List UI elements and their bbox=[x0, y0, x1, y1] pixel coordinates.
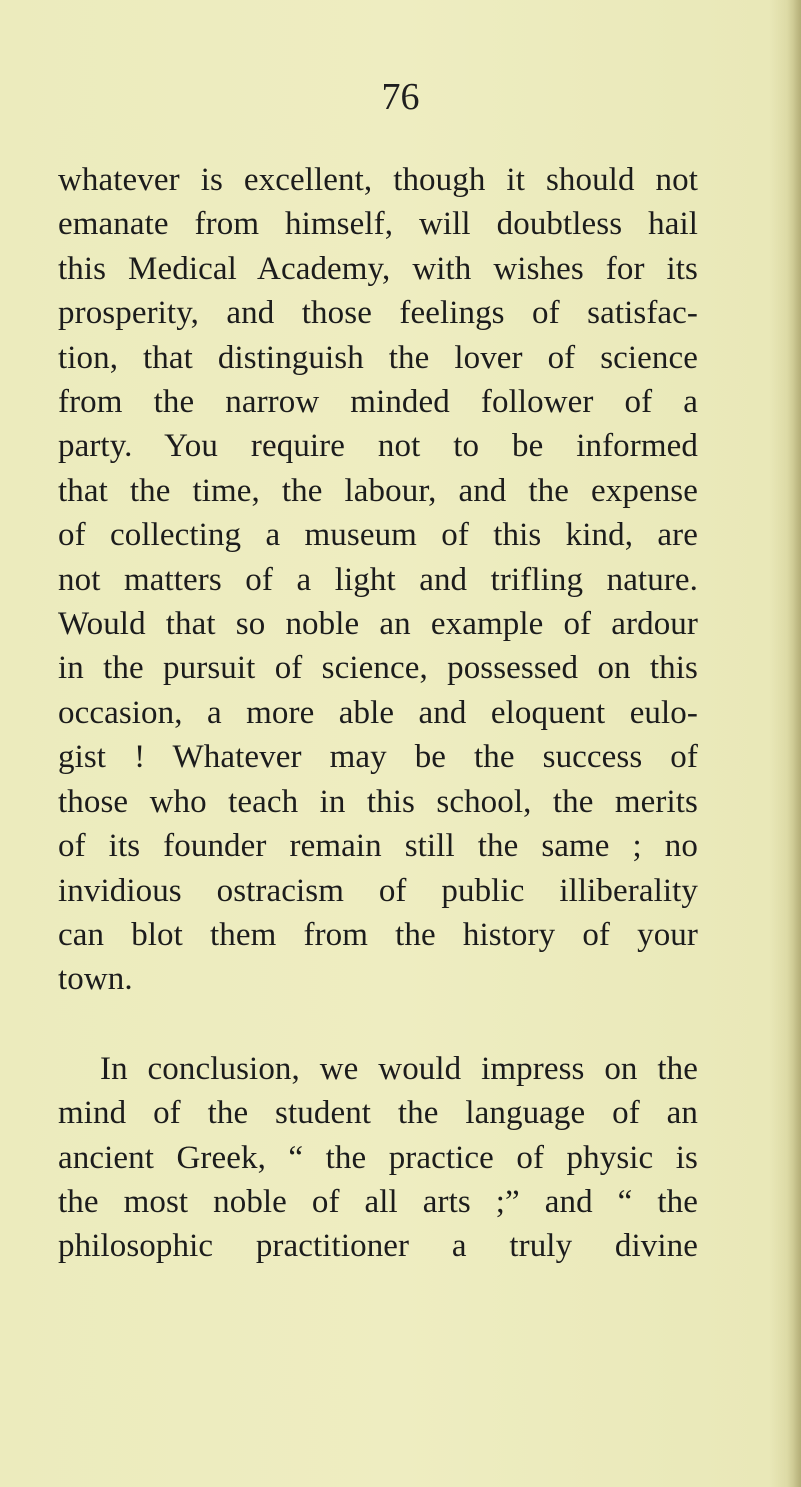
text-line: In conclusion, we would impress on the bbox=[100, 1050, 698, 1087]
text-line: invidious ostracism of public illiberality bbox=[58, 872, 698, 909]
text-line: tion, that distinguish the lover of science bbox=[58, 339, 698, 376]
body-text bbox=[58, 158, 698, 1269]
text-line: philosophic practitioner a truly divine bbox=[58, 1228, 698, 1265]
text-line: in the pursuit of science, possessed on this bbox=[58, 650, 698, 687]
text-line: Would that so noble an example of ardour bbox=[58, 606, 698, 643]
text-line: mind of the student the language of an bbox=[58, 1095, 698, 1132]
text-line: those who teach in this school, the merits bbox=[58, 783, 698, 820]
text-line: of its founder remain still the same ; no bbox=[58, 828, 698, 865]
text-line: occasion, a more able and eloquent eulo- bbox=[58, 694, 698, 731]
text-line: prosperity, and those feelings of satisfac- bbox=[58, 295, 698, 332]
text-line: party. You require not to be informed bbox=[58, 428, 698, 465]
text-line: town. bbox=[58, 961, 133, 998]
page-number: 76 bbox=[381, 76, 420, 118]
page-edge-shadow bbox=[787, 0, 801, 1487]
text-line: this Medical Academy, with wishes for its bbox=[58, 250, 698, 287]
text-line: gist ! Whatever may be the success of bbox=[58, 739, 698, 776]
paragraph-gap bbox=[58, 1002, 698, 1047]
text-line: not matters of a light and trifling nature. bbox=[58, 561, 698, 598]
paragraph-1 bbox=[58, 158, 698, 1002]
text-line: ancient Greek, “ the practice of physic is bbox=[58, 1139, 698, 1176]
text-line: emanate from himself, will doubtless hail bbox=[58, 206, 698, 243]
text-line: the most noble of all arts ;” and “ the bbox=[58, 1183, 698, 1220]
paragraph-2 bbox=[58, 1047, 698, 1269]
text-line: whatever is excellent, though it should not bbox=[58, 162, 698, 198]
text-line: can blot them from the history of your bbox=[58, 916, 698, 953]
text-line: of collecting a museum of this kind, are bbox=[58, 517, 698, 554]
text-line: from the narrow minded follower of a bbox=[58, 384, 698, 421]
text-line: that the time, the labour, and the expense bbox=[58, 472, 698, 509]
